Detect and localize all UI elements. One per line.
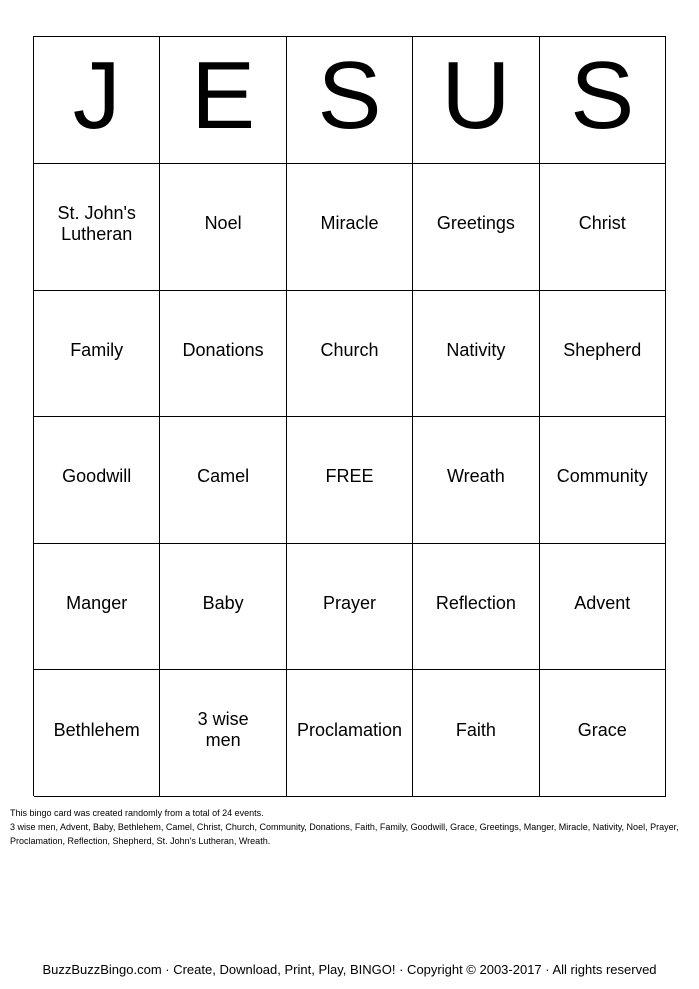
free-space-cell: FREE [287, 417, 413, 544]
bingo-header-row [34, 37, 666, 164]
header-letter-u: U [413, 37, 539, 164]
page-footer: BuzzBuzzBingo.com · Create, Download, Print, Play, BINGO! · Copyright © 2003-2017 · All rights reserved [42, 962, 657, 977]
bingo-cell: Proclamation [287, 670, 413, 797]
bingo-cell: 3 wise men [160, 670, 286, 797]
card-description-summary: This bingo card was created randomly from a total of 24 events. [10, 808, 264, 818]
bingo-cell: Christ [540, 164, 666, 291]
bingo-cell: Baby [160, 544, 286, 671]
bingo-cell: Faith [413, 670, 539, 797]
bingo-cell: Advent [540, 544, 666, 671]
bingo-cell: Shepherd [540, 291, 666, 418]
bingo-cell: Church [287, 291, 413, 418]
bingo-cell: Donations [160, 291, 286, 418]
bingo-row-1 [34, 164, 666, 291]
bingo-cell: Wreath [413, 417, 539, 544]
bingo-cell: Miracle [287, 164, 413, 291]
bingo-cell: St. John's Lutheran [34, 164, 160, 291]
bingo-row-4 [34, 544, 666, 671]
bingo-row-5 [34, 670, 666, 797]
card-description [10, 806, 690, 848]
bingo-cell: Nativity [413, 291, 539, 418]
bingo-row-2 [34, 291, 666, 418]
bingo-cell: Reflection [413, 544, 539, 671]
bingo-cell: Prayer [287, 544, 413, 671]
header-letter-j: J [34, 37, 160, 164]
card-description-event-list: 3 wise men, Advent, Baby, Bethlehem, Camel, Christ, Church, Community, Donations, Faith, Family, Goodwill, Grace, Greetings, Manger, Miracle, Nativity, Noel, Prayer, Proclamation, Reflection, Shepherd, St. John's Lutheran, Wreath. [10, 822, 679, 846]
bingo-cell: Manger [34, 544, 160, 671]
bingo-cell: Community [540, 417, 666, 544]
bingo-card [33, 36, 666, 796]
bingo-cell: Noel [160, 164, 286, 291]
header-letter-s-2: S [540, 37, 666, 164]
bingo-cell: Grace [540, 670, 666, 797]
bingo-cell: Goodwill [34, 417, 160, 544]
bingo-cell: Greetings [413, 164, 539, 291]
header-letter-e: E [160, 37, 286, 164]
bingo-cell: Camel [160, 417, 286, 544]
bingo-cell: Bethlehem [34, 670, 160, 797]
bingo-cell: Family [34, 291, 160, 418]
bingo-row-3 [34, 417, 666, 544]
header-letter-s: S [287, 37, 413, 164]
